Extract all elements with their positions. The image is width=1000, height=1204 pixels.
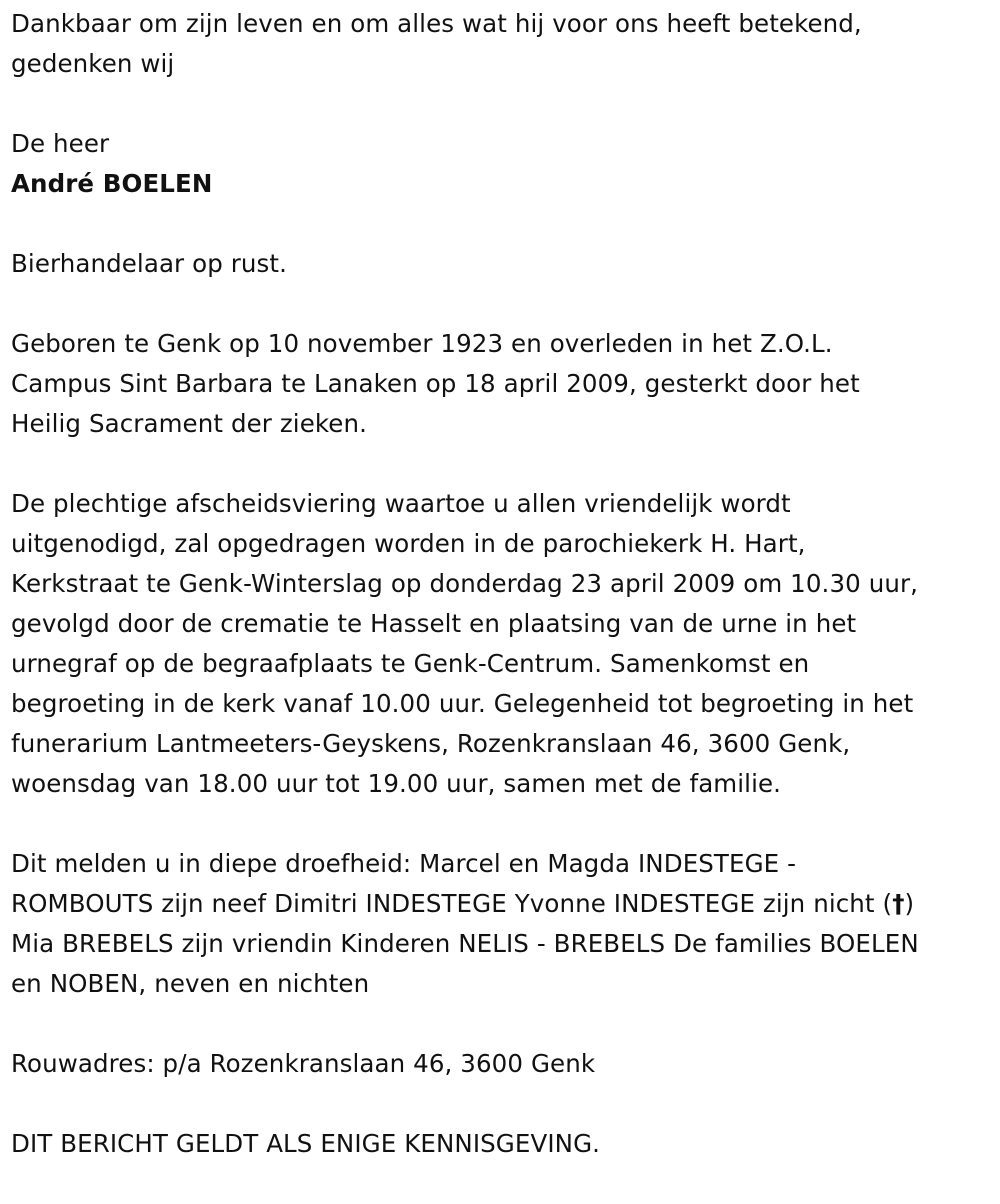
occupation: Bierhandelaar op rust. — [11, 249, 288, 278]
salutation: De heer — [11, 129, 110, 158]
family-line: ROMBOUTS zijn neef Dimitri INDESTEGE Yvonne INDESTEGE zijn nicht (†) — [11, 889, 915, 918]
ceremony-line: Kerkstraat te Genk-Winterslag op donderdag 23 april 2009 om 10.30 uur, — [11, 569, 919, 598]
ceremony-line: gevolgd door de crematie te Hasselt en plaatsing van de urne in het — [11, 609, 857, 638]
ceremony-line: De plechtige afscheidsviering waartoe u allen vriendelijk wordt — [11, 489, 791, 518]
family-line: Dit melden u in diepe droefheid: Marcel en Magda INDESTEGE - — [11, 849, 797, 878]
obituary-notice — [11, 4, 996, 1204]
birth-death-line: Campus Sint Barbara te Lanaken op 18 april 2009, gesterkt door het — [11, 369, 860, 398]
birth-death-line: Geboren te Genk op 10 november 1923 en overleden in het Z.O.L. — [11, 329, 833, 358]
intro-line: Dankbaar om zijn leven en om alles wat hij voor ons heeft betekend, — [11, 9, 862, 38]
cross-icon: † — [892, 889, 905, 918]
intro-line: gedenken wij — [11, 49, 175, 78]
ceremony-line: urnegraf op de begraafplaats te Genk-Centrum. Samenkomst en — [11, 649, 810, 678]
ceremony-line: begroeting in de kerk vanaf 10.00 uur. Gelegenheid tot begroeting in het — [11, 689, 914, 718]
mourning-address: Rouwadres: p/a Rozenkranslaan 46, 3600 Genk — [11, 1049, 596, 1078]
family-line: en NOBEN, neven en nichten — [11, 969, 370, 998]
deceased-name: André BOELEN — [11, 169, 213, 198]
birth-death-paragraph — [11, 324, 996, 444]
ceremony-line: funerarium Lantmeeters-Geyskens, Rozenkranslaan 46, 3600 Genk, — [11, 729, 851, 758]
family-line: Mia BREBELS zijn vriendin Kinderen NELIS - BREBELS De families BOELEN — [11, 929, 919, 958]
birth-death-line: Heilig Sacrament der zieken. — [11, 409, 367, 438]
ceremony-paragraph — [11, 484, 996, 804]
intro-paragraph — [11, 4, 996, 84]
ceremony-line: woensdag van 18.00 uur tot 19.00 uur, samen met de familie. — [11, 769, 782, 798]
sole-notice: DIT BERICHT GELDT ALS ENIGE KENNISGEVING. — [11, 1129, 601, 1158]
family-paragraph — [11, 844, 996, 1004]
ceremony-line: uitgenodigd, zal opgedragen worden in de parochiekerk H. Hart, — [11, 529, 806, 558]
